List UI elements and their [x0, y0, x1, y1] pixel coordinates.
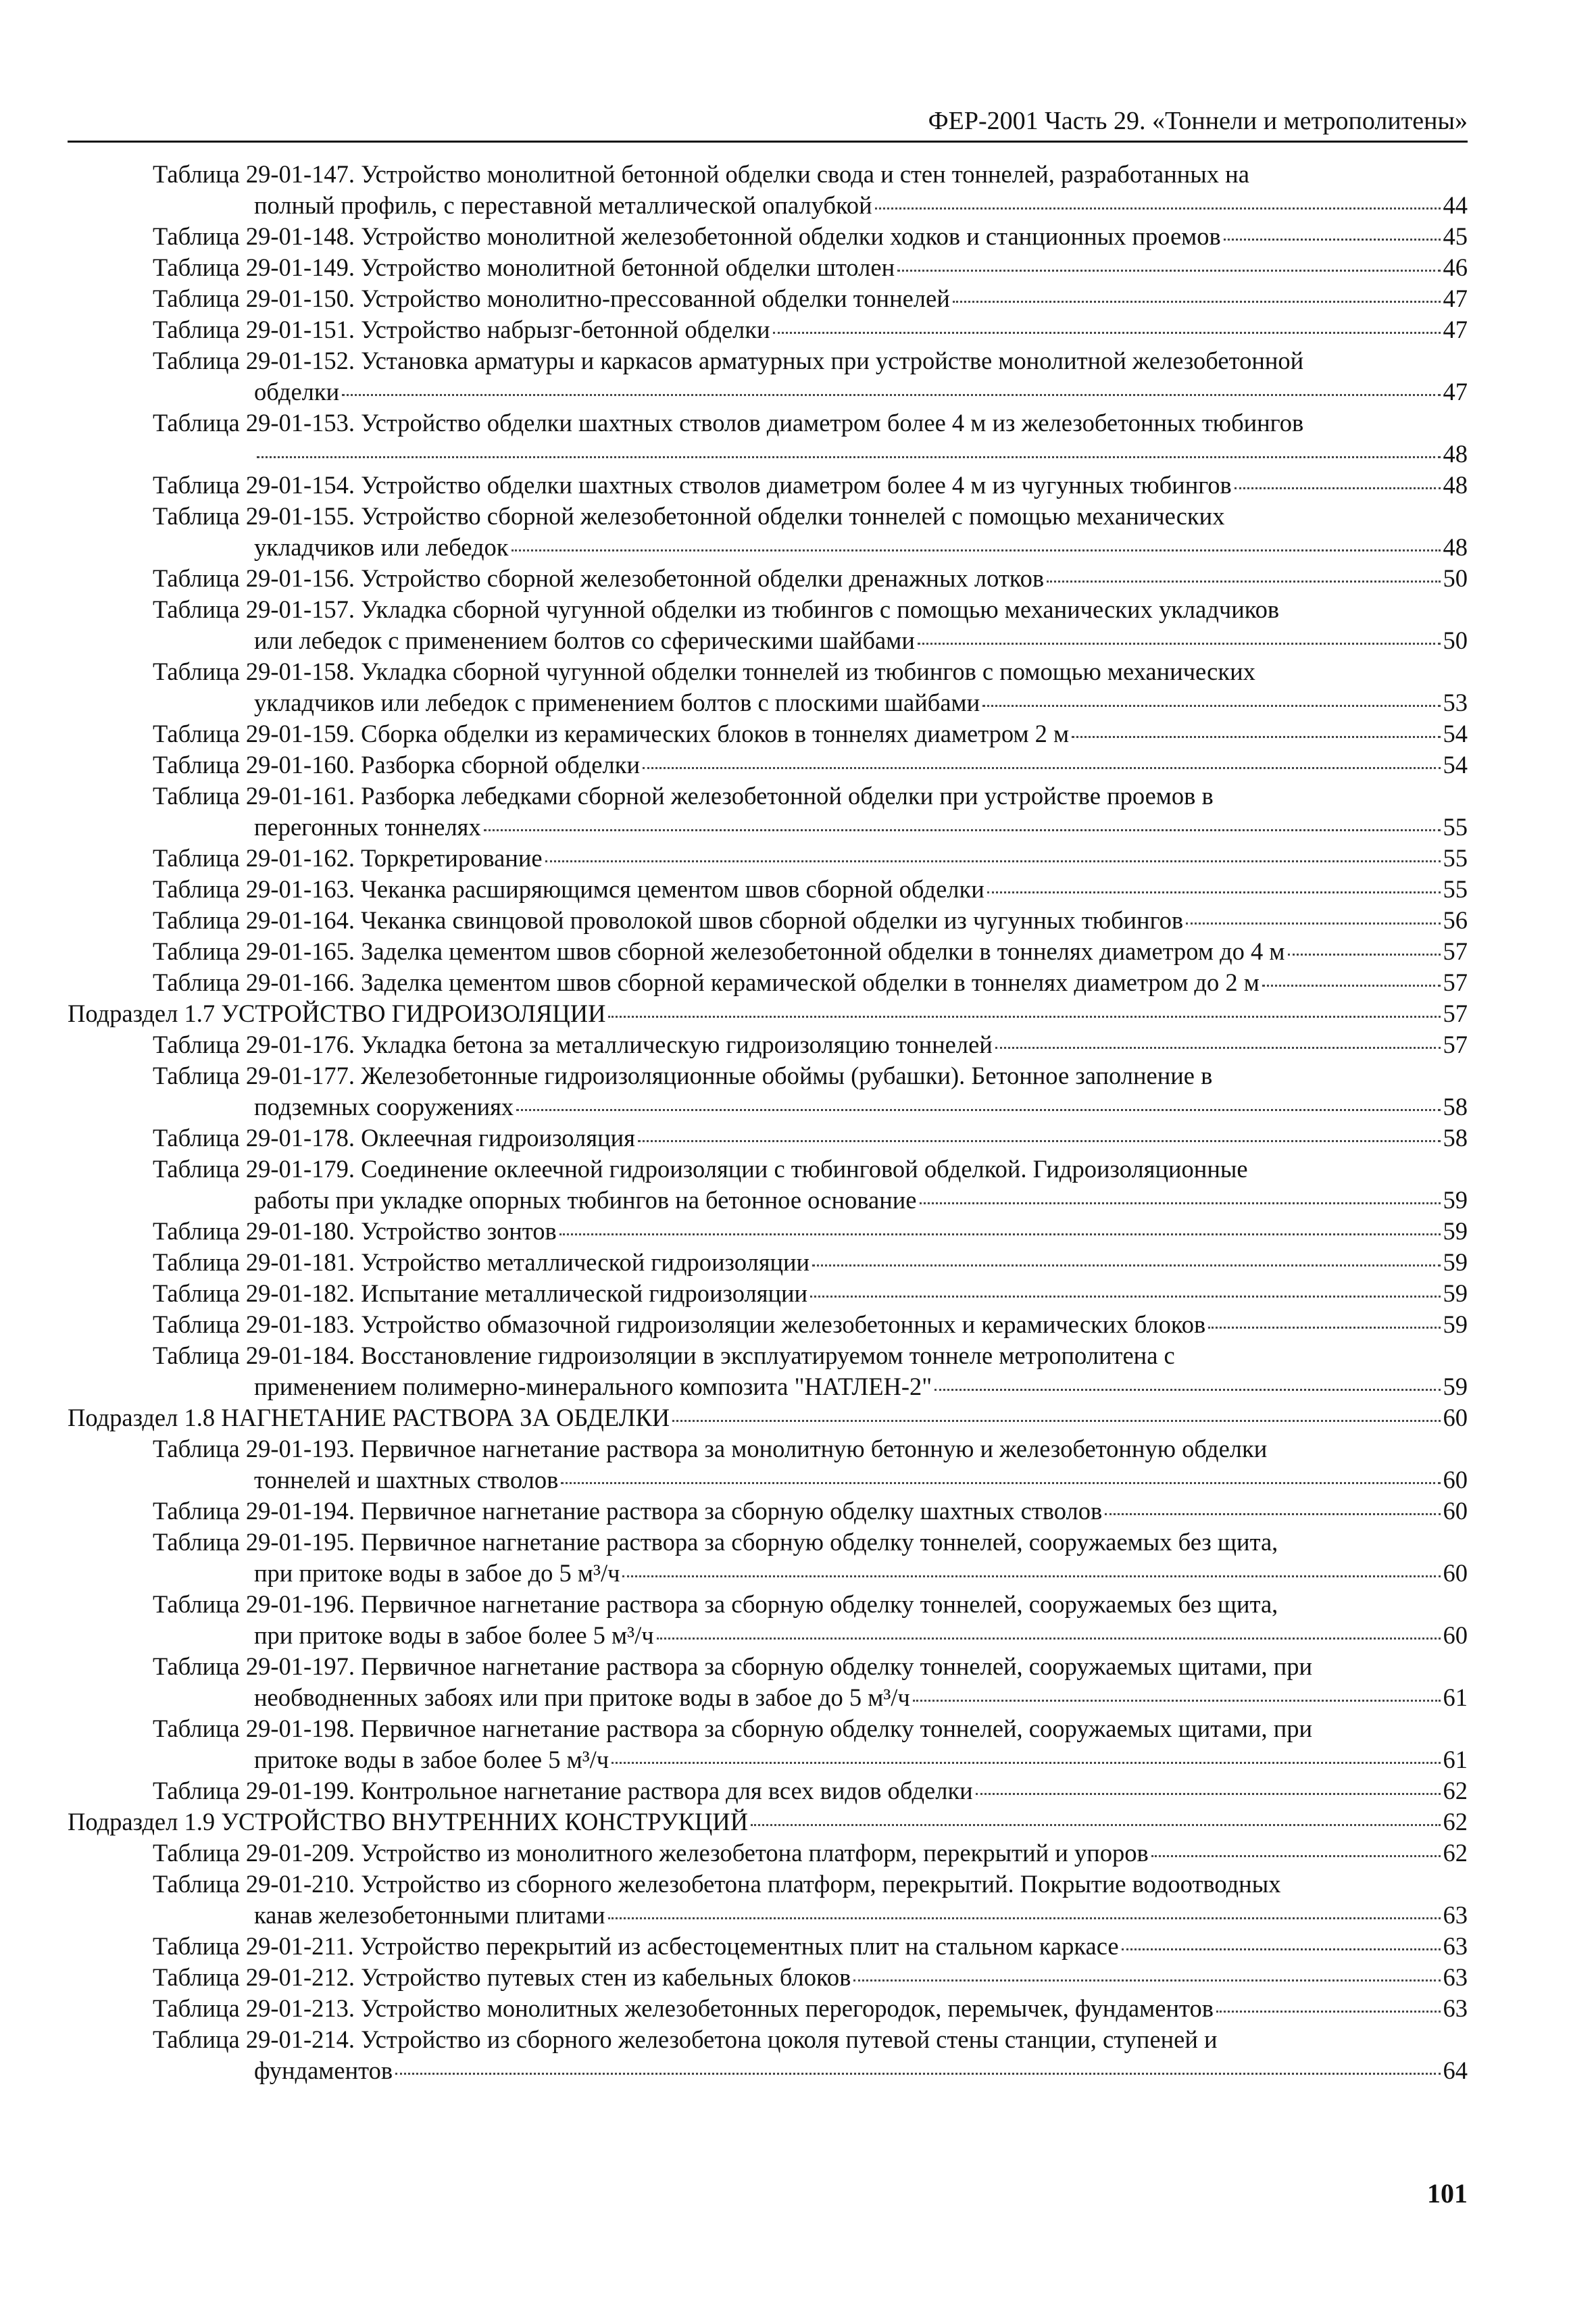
toc-entry-page: 62 [1443, 1777, 1468, 1804]
toc-entry-title: Таблица 29-01-163. Чеканка расширяющимся цементом швов сборной обделки [153, 875, 984, 903]
toc-entry-title: обделки [254, 378, 340, 405]
toc-entry-title: Таблица 29-01-199. Контрольное нагнетание раствора для всех видов обделки [153, 1777, 973, 1804]
toc-table-entry[interactable] [68, 1962, 1468, 1993]
dot-leader [516, 1109, 1440, 1111]
toc-table-entry[interactable] [68, 1216, 1468, 1247]
dot-leader [512, 549, 1441, 551]
toc-entry-title: подземных сооружениях [254, 1093, 514, 1121]
dot-leader [1208, 1327, 1440, 1329]
dot-leader [559, 1233, 1441, 1235]
toc-table-entry[interactable] [68, 252, 1468, 283]
toc-table-entry[interactable] [68, 1527, 1468, 1589]
toc-entry-title: Таблица 29-01-149. Устройство монолитной бетонной обделки штолен [153, 253, 895, 281]
dot-leader [1235, 487, 1441, 489]
toc-entry-page: 50 [1443, 564, 1468, 592]
dot-leader [1262, 985, 1441, 987]
toc-table-entry[interactable] [68, 656, 1468, 718]
dot-leader [1186, 922, 1440, 925]
dot-leader [897, 270, 1440, 272]
toc-entry-title: Таблица 29-01-178. Оклеечная гидроизоляция [153, 1124, 635, 1152]
dot-leader [622, 1575, 1440, 1577]
toc-table-entry[interactable] [68, 967, 1468, 998]
toc-entry-title: Таблица 29-01-157. Укладка сборной чугунной обделки из тюбингов с помощью механических укладчиков [153, 595, 1280, 623]
toc-entry-title: Таблица 29-01-153. Устройство обделки шахтных стволов диаметром более 4 м из железобетонных тюбингов [153, 409, 1304, 437]
toc-table-entry[interactable] [68, 1123, 1468, 1154]
dot-leader [1105, 1513, 1440, 1515]
toc-entry-title: Таблица 29-01-166. Заделка цементом швов сборной керамической обделки в тоннелях диаметром до 2 м [153, 968, 1260, 996]
toc-entry-page: 59 [1443, 1217, 1468, 1245]
toc-entry-title: укладчиков или лебедок с применением болтов с плоскими шайбами [254, 689, 980, 716]
toc-table-entry[interactable] [68, 1433, 1468, 1496]
toc-entry-title: Таблица 29-01-183. Устройство обмазочной гидроизоляции железобетонных и керамических блоков [153, 1310, 1206, 1338]
toc-entry-title: укладчиков или лебедок [254, 533, 509, 561]
toc-entry-page: 64 [1443, 2057, 1468, 2084]
toc-entry-title: Таблица 29-01-195. Первичное нагнетание раствора за сборную обделку тоннелей, сооружаемых без щита, [153, 1528, 1278, 1556]
toc-entry-title: при притоке воды в забое более 5 м³/ч [254, 1621, 654, 1649]
dot-leader [920, 1202, 1441, 1204]
toc-table-entry[interactable] [68, 1993, 1468, 2024]
toc-entry-page: 58 [1443, 1093, 1468, 1121]
toc-table-entry[interactable] [68, 563, 1468, 594]
toc-entry-page: 55 [1443, 813, 1468, 841]
table-of-contents [68, 159, 1468, 2086]
dot-leader [1072, 736, 1440, 738]
dot-leader [995, 1047, 1441, 1049]
toc-entry-page: 54 [1443, 720, 1468, 747]
toc-table-entry[interactable] [68, 2024, 1468, 2086]
dot-leader [608, 1016, 1440, 1018]
toc-entry-title: Таблица 29-01-147. Устройство монолитной бетонной обделки свода и стен тоннелей, разработанных на [153, 160, 1249, 188]
toc-entry-page: 60 [1443, 1404, 1468, 1431]
toc-table-entry[interactable] [68, 1651, 1468, 1713]
toc-entry-title: или лебедок с применением болтов со сферическими шайбами [254, 626, 915, 654]
dot-leader [1216, 2011, 1441, 2013]
toc-entry-page: 57 [1443, 968, 1468, 996]
dot-leader [812, 1264, 1440, 1266]
toc-entry-title: Таблица 29-01-194. Первичное нагнетание раствора за сборную обделку шахтных стволов [153, 1497, 1103, 1525]
toc-entry-page: 63 [1443, 1994, 1468, 2022]
toc-table-entry[interactable] [68, 718, 1468, 749]
toc-entry-title: Таблица 29-01-150. Устройство монолитно-прессованной обделки тоннелей [153, 285, 950, 312]
toc-entry-page: 59 [1443, 1279, 1468, 1307]
dot-leader [342, 394, 1440, 396]
toc-entry-page: 58 [1443, 1124, 1468, 1152]
dot-leader [1151, 1855, 1441, 1857]
toc-table-entry[interactable] [68, 843, 1468, 874]
toc-entry-title: фундаментов [254, 2057, 393, 2084]
toc-entry-page: 48 [1443, 533, 1468, 561]
dot-leader [612, 1762, 1440, 1764]
toc-table-entry[interactable] [68, 874, 1468, 905]
toc-entry-title: притоке воды в забое более 5 м³/ч [254, 1746, 609, 1773]
dot-leader [918, 643, 1441, 645]
dot-leader [751, 1824, 1440, 1826]
toc-entry-title: Таблица 29-01-180. Устройство зонтов [153, 1217, 557, 1245]
page-number: 101 [1427, 2178, 1468, 2209]
toc-table-entry[interactable] [68, 905, 1468, 936]
toc-entry-page: 59 [1443, 1186, 1468, 1214]
toc-entry-title: Таблица 29-01-197. Первичное нагнетание раствора за сборную обделку тоннелей, сооружаемых щитами, при [153, 1652, 1313, 1680]
toc-table-entry[interactable] [68, 1029, 1468, 1060]
toc-entry-title: Таблица 29-01-176. Укладка бетона за металлическую гидроизоляцию тоннелей [153, 1031, 993, 1058]
toc-table-entry[interactable] [68, 1931, 1468, 1962]
toc-table-entry[interactable] [68, 283, 1468, 314]
toc-entry-title: Таблица 29-01-214. Устройство из сборного железобетона цоколя путевой стены станции, ступеней и [153, 2025, 1218, 2053]
toc-entry-page: 57 [1443, 1031, 1468, 1058]
toc-entry-page: 59 [1443, 1373, 1468, 1400]
toc-table-entry[interactable] [68, 1309, 1468, 1340]
toc-table-entry[interactable] [68, 749, 1468, 781]
dot-leader [484, 829, 1441, 831]
toc-table-entry[interactable] [68, 1496, 1468, 1527]
toc-entry-title: Таблица 29-01-211. Устройство перекрытий из асбестоцементных плит на стальном каркасе [153, 1932, 1119, 1960]
running-header: ФЕР-2001 Часть 29. «Тоннели и метрополитены» [68, 101, 1468, 143]
toc-entry-page: 55 [1443, 875, 1468, 903]
dot-leader [976, 1793, 1441, 1795]
toc-entry-page: 60 [1443, 1466, 1468, 1494]
toc-entry-title: Таблица 29-01-161. Разборка лебедками сборной железобетонной обделки при устройстве проемов в [153, 782, 1214, 810]
toc-entry-page: 62 [1443, 1808, 1468, 1836]
dot-leader [982, 705, 1440, 707]
dot-leader [934, 1389, 1440, 1391]
toc-entry-page: 47 [1443, 316, 1468, 343]
toc-entry-page: 50 [1443, 626, 1468, 654]
toc-entry-page: 57 [1443, 1000, 1468, 1027]
toc-table-entry[interactable] [68, 594, 1468, 656]
toc-entry-page: 47 [1443, 378, 1468, 405]
dot-leader [953, 301, 1441, 303]
toc-entry-title: Таблица 29-01-196. Первичное нагнетание раствора за сборную обделку тоннелей, сооружаемых без щита, [153, 1590, 1278, 1618]
toc-entry-title: Таблица 29-01-210. Устройство из сборного железобетона платформ, перекрытий. Покрытие водоотводных [153, 1870, 1281, 1898]
toc-entry-page: 61 [1443, 1746, 1468, 1773]
toc-entry-title: Таблица 29-01-148. Устройство монолитной железобетонной обделки ходков и станционных проемов [153, 222, 1221, 250]
toc-entry-title: канав железобетонными плитами [254, 1901, 605, 1929]
toc-section-entry[interactable] [68, 1402, 1468, 1433]
dot-leader [545, 860, 1441, 862]
toc-table-entry[interactable] [68, 1869, 1468, 1931]
dot-leader [1224, 239, 1441, 241]
toc-entry-page: 48 [1443, 440, 1468, 468]
toc-entry-page: 63 [1443, 1901, 1468, 1929]
toc-entry-title: Таблица 29-01-209. Устройство из монолитного железобетона платформ, перекрытий и упоров [153, 1839, 1149, 1867]
toc-entry-page: 59 [1443, 1310, 1468, 1338]
toc-section-entry[interactable] [68, 1806, 1468, 1838]
dot-leader [853, 1979, 1440, 1981]
toc-entry-title: Таблица 29-01-177. Железобетонные гидроизоляционные обоймы (рубашки). Бетонное заполнение в [153, 1062, 1213, 1089]
toc-entry-title: Таблица 29-01-156. Устройство сборной железобетонной обделки дренажных лотков [153, 564, 1045, 592]
toc-entry-title: Таблица 29-01-181. Устройство металлической гидроизоляции [153, 1248, 810, 1276]
toc-entry-page: 63 [1443, 1932, 1468, 1960]
toc-entry-title: Таблица 29-01-182. Испытание металлической гидроизоляции [153, 1279, 808, 1307]
toc-entry-page: 54 [1443, 751, 1468, 779]
toc-table-entry[interactable] [68, 1340, 1468, 1402]
toc-table-entry[interactable] [68, 936, 1468, 967]
dot-leader [913, 1700, 1441, 1702]
toc-entry-title: Таблица 29-01-212. Устройство путевых стен из кабельных блоков [153, 1963, 851, 1991]
toc-entry-page: 62 [1443, 1839, 1468, 1867]
toc-table-entry[interactable] [68, 408, 1468, 470]
dot-leader [1047, 581, 1440, 583]
toc-entry-title: перегонных тоннелях [254, 813, 481, 841]
toc-entry-page: 56 [1443, 906, 1468, 934]
toc-entry-page: 46 [1443, 253, 1468, 281]
dot-leader [875, 207, 1441, 210]
toc-entry-title: Таблица 29-01-154. Устройство обделки шахтных стволов диаметром более 4 м из чугунных тюбингов [153, 471, 1232, 499]
dot-leader [773, 332, 1441, 334]
toc-entry-page: 61 [1443, 1683, 1468, 1711]
toc-entry-title: полный профиль, с переставной металлической опалубкой [254, 191, 872, 219]
dot-leader [608, 1917, 1441, 1919]
toc-entry-title: Таблица 29-01-179. Соединение оклеечной гидроизоляции с тюбинговой обделкой. Гидроизоляционные [153, 1155, 1248, 1183]
toc-entry-title: Таблица 29-01-193. Первичное нагнетание раствора за монолитную бетонную и железобетонную обделки [153, 1435, 1268, 1462]
toc-table-entry[interactable] [68, 1060, 1468, 1123]
toc-entry-title: Подраздел 1.8 НАГНЕТАНИЕ РАСТВОРА ЗА ОБДЕЛКИ [68, 1404, 670, 1431]
toc-entry-page: 59 [1443, 1248, 1468, 1276]
dot-leader [395, 2073, 1440, 2075]
toc-table-entry[interactable] [68, 1838, 1468, 1869]
toc-section-entry[interactable] [68, 998, 1468, 1029]
toc-table-entry[interactable] [68, 1247, 1468, 1278]
toc-entry-title: при притоке воды в забое до 5 м³/ч [254, 1559, 620, 1587]
toc-table-entry[interactable] [68, 314, 1468, 345]
dot-leader [1122, 1948, 1441, 1950]
dot-leader [638, 1140, 1441, 1142]
toc-entry-page: 60 [1443, 1559, 1468, 1587]
toc-entry-title: Таблица 29-01-155. Устройство сборной железобетонной обделки тоннелей с помощью механических [153, 502, 1225, 530]
toc-entry-title: работы при укладке опорных тюбингов на бетонное основание [254, 1186, 917, 1214]
toc-table-entry[interactable] [68, 1278, 1468, 1309]
toc-entry-page: 45 [1443, 222, 1468, 250]
toc-entry-page: 60 [1443, 1621, 1468, 1649]
toc-table-entry[interactable] [68, 1775, 1468, 1806]
toc-table-entry[interactable] [68, 221, 1468, 252]
toc-entry-page: 60 [1443, 1497, 1468, 1525]
dot-leader [810, 1296, 1440, 1298]
toc-entry-title: Таблица 29-01-165. Заделка цементом швов сборной железобетонной обделки в тоннелях диаметром до 4 м [153, 937, 1285, 965]
dot-leader [1288, 954, 1441, 956]
toc-table-entry[interactable] [68, 781, 1468, 843]
toc-entry-title: Подраздел 1.7 УСТРОЙСТВО ГИДРОИЗОЛЯЦИИ [68, 1000, 606, 1027]
toc-entry-title: Таблица 29-01-159. Сборка обделки из керамических блоков в тоннелях диаметром 2 м [153, 720, 1070, 747]
toc-table-entry[interactable] [68, 1713, 1468, 1775]
toc-entry-title: необводненных забоях или при притоке воды в забое до 5 м³/ч [254, 1683, 910, 1711]
toc-entry-title: Таблица 29-01-152. Установка арматуры и каркасов арматурных при устройстве монолитной железобетонной [153, 347, 1304, 374]
toc-entry-title: Таблица 29-01-184. Восстановление гидроизоляции в эксплуатируемом тоннеле метрополитена с [153, 1341, 1175, 1369]
dot-leader [987, 891, 1441, 893]
toc-entry-title: Таблица 29-01-164. Чеканка свинцовой проволокой швов сборной обделки из чугунных тюбингов [153, 906, 1184, 934]
toc-entry-page: 44 [1443, 191, 1468, 219]
toc-entry-page: 55 [1443, 844, 1468, 872]
toc-entry-title: применением полимерно-минерального композита "НАТЛЕН-2" [254, 1373, 932, 1400]
toc-entry-page: 48 [1443, 471, 1468, 499]
toc-table-entry[interactable] [68, 345, 1468, 408]
toc-table-entry[interactable] [68, 501, 1468, 563]
toc-entry-title: Таблица 29-01-198. Первичное нагнетание раствора за сборную обделку тоннелей, сооружаемых щитами, при [153, 1715, 1313, 1742]
dot-leader [672, 1420, 1440, 1422]
toc-table-entry[interactable] [68, 1154, 1468, 1216]
toc-table-entry[interactable] [68, 159, 1468, 221]
toc-entry-page: 57 [1443, 937, 1468, 965]
dot-leader [643, 767, 1441, 769]
dot-leader [657, 1638, 1441, 1640]
toc-entry-title: тоннелей и шахтных стволов [254, 1466, 559, 1494]
dot-leader [561, 1482, 1440, 1484]
toc-entry-page: 53 [1443, 689, 1468, 716]
toc-entry-title: Таблица 29-01-162. Торкретирование [153, 844, 543, 872]
toc-table-entry[interactable] [68, 470, 1468, 501]
toc-entry-title: Таблица 29-01-160. Разборка сборной обделки [153, 751, 640, 779]
toc-entry-title: Таблица 29-01-213. Устройство монолитных железобетонных перегородок, перемычек, фундаментов [153, 1994, 1214, 2022]
toc-entry-title: Таблица 29-01-158. Укладка сборной чугунной обделки тоннелей из тюбингов с помощью механических [153, 658, 1255, 685]
dot-leader [257, 456, 1441, 458]
toc-entry-title: Таблица 29-01-151. Устройство набрызг-бетонной обделки [153, 316, 770, 343]
toc-table-entry[interactable] [68, 1589, 1468, 1651]
toc-entry-title: Подраздел 1.9 УСТРОЙСТВО ВНУТРЕННИХ КОНСТРУКЦИЙ [68, 1808, 749, 1836]
toc-entry-page: 47 [1443, 285, 1468, 312]
toc-entry-page: 63 [1443, 1963, 1468, 1991]
